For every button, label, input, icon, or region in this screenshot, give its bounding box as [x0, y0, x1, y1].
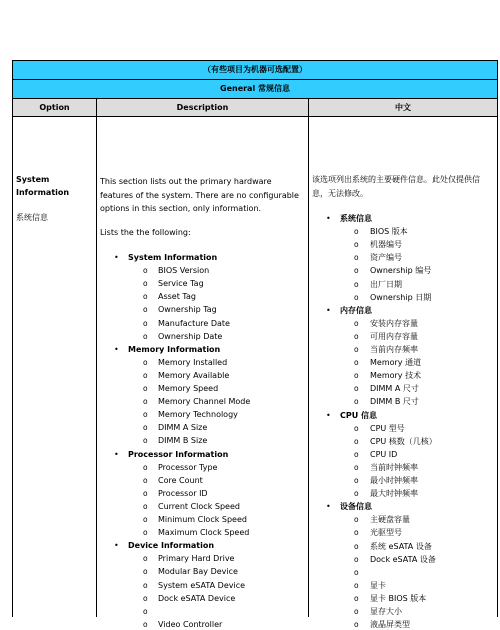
sub-bullet-icon: o: [354, 371, 359, 381]
sub-bullet-icon: o: [354, 607, 359, 616]
list-item: Asset Tag: [158, 292, 196, 302]
sub-bullet-icon: o: [354, 240, 359, 250]
sub-bullet-icon: o: [143, 475, 148, 485]
list-item: 最小时钟频率: [370, 476, 418, 485]
list-item: Dock eSATA 设备: [370, 554, 436, 564]
sub-bullet-icon: o: [143, 357, 148, 367]
list-item: 当前内存频率: [370, 345, 418, 354]
list-item: DIMM B Size: [158, 436, 208, 446]
list-item: Memory Installed: [158, 357, 228, 367]
header-description: Description: [97, 99, 309, 116]
sub-bullet-icon: o: [143, 606, 148, 616]
list-item: CPU ID: [370, 449, 398, 459]
sub-bullet-icon: o: [354, 279, 359, 289]
sub-bullet-icon: o: [143, 462, 148, 472]
list-item: Primary Hard Drive: [158, 554, 235, 564]
sub-bullet-icon: o: [354, 541, 359, 551]
sub-bullet-icon: o: [143, 279, 148, 289]
list-item: 出厂日期: [370, 279, 402, 289]
sub-bullet-icon: o: [354, 528, 359, 538]
list-item: Memory Speed: [158, 384, 219, 393]
sub-bullet-icon: o: [143, 436, 148, 446]
list-item: Memory Available: [158, 370, 230, 380]
bullet-icon: •: [114, 449, 119, 459]
group-title: System Information: [128, 253, 218, 262]
list-item: 最大时钟频率: [370, 489, 418, 499]
list-item: 系统 eSATA 设备: [370, 541, 432, 551]
sub-bullet-icon: o: [143, 318, 148, 328]
sub-bullet-icon: o: [354, 462, 359, 472]
header-chinese: 中文: [395, 103, 411, 112]
sub-bullet-icon: o: [143, 619, 148, 629]
sub-bullet-icon: o: [143, 410, 148, 420]
header-row: [12, 99, 498, 117]
table-body: [12, 117, 498, 630]
list-item: 机器编号: [370, 240, 402, 250]
option-en-1: System: [16, 175, 50, 184]
list-item: 可用内存容量: [370, 331, 418, 341]
sub-bullet-icon: o: [143, 266, 148, 276]
list-item: 显卡: [370, 580, 386, 590]
group-title: 内存信息: [340, 305, 372, 315]
list-item: Modular Bay Device: [158, 567, 238, 577]
list-item: 当前时钟频率: [370, 462, 418, 472]
list-item: Video Controller: [158, 619, 223, 629]
sub-bullet-icon: o: [143, 397, 148, 407]
bullet-icon: •: [326, 502, 331, 512]
option-cell: [13, 117, 97, 617]
group-title: 设备信息: [340, 502, 372, 512]
sub-bullet-icon: o: [354, 476, 359, 485]
sub-bullet-icon: o: [143, 501, 148, 511]
group-title: Memory Information: [128, 344, 221, 354]
list-item: 显存大小: [370, 607, 402, 616]
sub-bullet-icon: o: [354, 397, 359, 407]
list-item: Service Tag: [158, 279, 204, 289]
list-item: CPU 型号: [370, 423, 405, 433]
sub-bullet-icon: o: [354, 331, 359, 341]
list-item: Processor Type: [158, 462, 218, 472]
list-item: CPU 核数（几核）: [370, 436, 437, 446]
chinese-intro: 该选项列出系统的主要硬件信息。此处仅提供信息，无法修改。: [312, 175, 480, 198]
sub-bullet-icon: o: [143, 370, 148, 380]
bullet-icon: •: [326, 305, 331, 315]
sub-bullet-icon: o: [143, 593, 148, 603]
chinese-cell: [309, 117, 497, 630]
sub-bullet-icon: o: [354, 358, 359, 368]
list-item: 资产编号: [370, 253, 402, 263]
sub-bullet-icon: o: [143, 580, 148, 590]
group-title: Processor Information: [128, 449, 229, 459]
list-item: BIOS 版本: [370, 227, 408, 237]
list-item: Core Count: [158, 475, 203, 485]
sub-bullet-icon: o: [143, 292, 148, 302]
sub-bullet-icon: o: [354, 449, 359, 459]
option-en-2: Information: [16, 188, 70, 197]
sub-bullet-icon: o: [354, 318, 359, 328]
list-item: Dock eSATA Device: [158, 593, 236, 603]
sub-bullet-icon: o: [143, 305, 148, 315]
list-item: DIMM B 尺寸: [370, 397, 419, 407]
sub-bullet-icon: o: [143, 488, 148, 498]
sub-bullet-icon: o: [354, 515, 359, 525]
section-title: General 常规信息: [12, 80, 498, 99]
sub-bullet-icon: o: [143, 423, 148, 433]
sub-bullet-icon: o: [143, 528, 148, 538]
sub-bullet-icon: o: [354, 580, 359, 590]
bullet-icon: •: [326, 214, 331, 223]
list-item: 液晶屏类型: [370, 620, 410, 630]
sub-bullet-icon: o: [354, 253, 359, 263]
list-item: Ownership Tag: [158, 305, 217, 315]
settings-table: [12, 60, 498, 630]
option-zh: 系统信息: [16, 213, 48, 222]
sub-bullet-icon: o: [143, 384, 148, 393]
list-item: Ownership Date: [158, 331, 223, 341]
sub-bullet-icon: o: [354, 620, 359, 630]
list-item: BIOS Version: [158, 266, 210, 276]
sub-bullet-icon: o: [354, 345, 359, 354]
list-item: Memory 通道: [370, 358, 422, 368]
bullet-icon: •: [114, 344, 119, 354]
bullet-icon: •: [114, 253, 119, 262]
list-item: Memory Technology: [158, 410, 238, 420]
list-item: Manufacture Date: [158, 318, 230, 328]
sub-bullet-icon: o: [354, 423, 359, 433]
list-item: Memory 技术: [370, 371, 422, 381]
list-item: DIMM A Size: [158, 423, 208, 433]
lists-label: Lists the the following:: [100, 228, 191, 237]
header-option: Option: [13, 99, 97, 116]
description-cell: [97, 117, 309, 629]
list-item: Ownership 编号: [370, 266, 432, 276]
list-item: 光驱型号: [370, 528, 402, 538]
list-item: System eSATA Device: [158, 580, 246, 590]
list-item: Current Clock Speed: [158, 501, 240, 511]
group-title: Device Information: [128, 541, 215, 551]
table-caption: （有些项目为机器可选配置）: [12, 60, 498, 80]
sub-bullet-icon: o: [354, 266, 359, 276]
group-title: CPU 信息: [340, 410, 378, 420]
list-item: DIMM A 尺寸: [370, 384, 419, 394]
list-item: Processor ID: [158, 488, 208, 498]
sub-bullet-icon: o: [354, 567, 359, 577]
sub-bullet-icon: o: [143, 515, 148, 524]
group-title: 系统信息: [340, 214, 372, 223]
sub-bullet-icon: o: [354, 292, 359, 302]
bullet-icon: •: [326, 410, 331, 420]
sub-bullet-icon: o: [354, 554, 359, 564]
list-item: 显卡 BIOS 版本: [370, 593, 427, 603]
list-item: Minimum Clock Speed: [158, 515, 247, 524]
list-item: 主硬盘容量: [370, 515, 410, 525]
bullet-icon: •: [114, 541, 119, 551]
list-item: Memory Channel Mode: [158, 397, 251, 407]
sub-bullet-icon: o: [354, 227, 359, 237]
sub-bullet-icon: o: [143, 331, 148, 341]
description-intro: This section lists out the primary hardware features of the system. There are no configurable options in this section, only information.: [100, 177, 299, 213]
list-item: 安装内存容量: [370, 318, 418, 328]
sub-bullet-icon: o: [143, 554, 148, 564]
sub-bullet-icon: o: [354, 593, 359, 603]
list-item: Ownership 日期: [370, 292, 432, 302]
sub-bullet-icon: o: [354, 489, 359, 499]
sub-bullet-icon: o: [143, 567, 148, 577]
sub-bullet-icon: o: [354, 436, 359, 446]
list-item: Maximum Clock Speed: [158, 528, 250, 538]
sub-bullet-icon: o: [354, 384, 359, 394]
